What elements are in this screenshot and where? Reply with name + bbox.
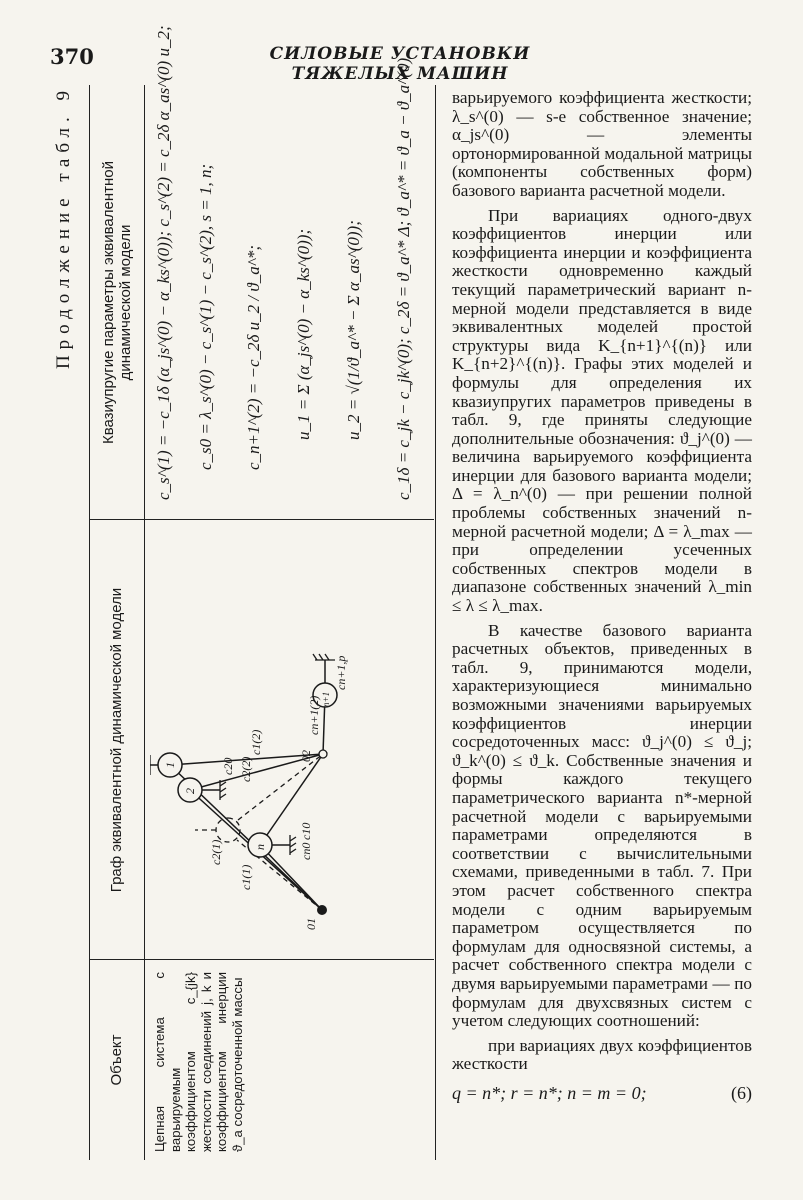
paragraph: варьируемого коэффициента жесткости; λ_s^(0) — s-е собственное значение; α_js^(0) — элементы ортонормированной модальной матрицы (компоненты собственных форм) базового варианта расчетной модели. bbox=[452, 88, 752, 200]
equation-6 bbox=[452, 1084, 752, 1103]
label-cn1p: cn+1,p bbox=[334, 655, 348, 690]
label-c20: c20 bbox=[221, 757, 235, 775]
label-node-2: 2 bbox=[183, 788, 197, 794]
dashed-node bbox=[216, 818, 240, 842]
paragraph: при вариациях двух коэффициентов жесткости bbox=[452, 1035, 752, 1074]
table-caption: Продолжение табл. 9 bbox=[53, 85, 74, 370]
node-02 bbox=[319, 750, 327, 758]
column-header-graph: Граф эквивалентной динамической модели bbox=[108, 587, 125, 893]
label-cn0: cn0 bbox=[299, 842, 313, 860]
node-01 bbox=[317, 905, 327, 915]
label-node-01: 01 bbox=[304, 918, 318, 930]
object-description: Цепная система с варьируемым коэффициентом c_{jk} жесткости соединений j, k и коэффициентом инерции ϑ_a сосредоточенной массы bbox=[152, 972, 245, 1152]
equation-body: q = n*; r = n*; n = m = 0; bbox=[452, 1082, 647, 1103]
equivalent-model-graph bbox=[150, 540, 430, 940]
page-number: 370 bbox=[50, 44, 94, 69]
edge-n-02 bbox=[260, 754, 323, 845]
label-c10: c10 bbox=[299, 822, 313, 840]
label-c2-1: c2(1) bbox=[209, 839, 223, 865]
running-title: СИЛОВЫЕ УСТАНОВКИ ТЯЖЕЛЫХ МАШИН bbox=[269, 44, 531, 84]
header-rule bbox=[144, 85, 145, 1160]
paragraph: При вариациях одного-двух коэффициентов инерции или коэффициента инерции и коэффициента жесткости одновременно каждый текущий параметрический вариант n-мерной модели представляется в виде эквивалентных моделей простой структуры вида K_{n+1}^{(n)} или K_{n+2}^{(n)}. Графы этих моделей и формулы для определения их квазиупругих параметров приведены в табл. 9, где приняты следующие дополнительные обозначения: ϑ_j^(0) — величина варьируемого коэффициента инерции для базового варианта модели; Δ = λ_n^(0) — при решении полной проблемы собственных значений n-мерной расчетной модели; Δ = λ_max — при определении усеченных собственных спектров модели в диапазоне собственных значений λ_min ≤ λ ≤ λ_max. bbox=[452, 205, 752, 616]
label-node-n: n bbox=[253, 844, 267, 850]
body-text-column bbox=[452, 89, 752, 1102]
column-header-parameters: Квазиупругие параметры эквивалентной динамической модели bbox=[99, 160, 134, 445]
label-node-1: 1 bbox=[163, 762, 177, 768]
formula-line: u_2 = √(1/ϑ_a^* − Σ α_as^(0)); bbox=[344, 220, 363, 440]
label-c2-2: c2(2) bbox=[239, 756, 253, 782]
paragraph: В качестве базового варианта расчетных объектов, приведенных в табл. 9, принимаются модели, характеризующиеся минимально возможными значениями варьируемых коэффициентов инерции сосредоточенных масс: ϑ_j^(0) ≤ ϑ_j; ϑ_k^(0) ≤ ϑ_k. Собственные значения и формы каждого текущего параметрического варианта n*-мерной расчетной модели с варьируемыми параметрами определяются в соответствии с вычислительными схемами, приведенными в табл. 7. При этом расчет собственного спектра модели с одним варьируемым параметром осуществляется по формулам для односвязной системы, а расчет собственного спектра модели с двумя варьируемыми параметрами — по формулам для двухсвязных систем с учетом следующих соотношений: bbox=[452, 620, 752, 1031]
formula-line: c_s0 = λ_s^(0) − c_s^(1) − c_s^(2), s = 1, n; bbox=[196, 163, 215, 470]
graph-svg bbox=[150, 540, 430, 940]
formula-line: c_1δ = c_jk − c_jk^(0); c_2δ = ϑ_a^* Δ; ϑ_a^* = ϑ_a − ϑ_a^(0) bbox=[394, 57, 413, 500]
label-c1-1: c1(1) bbox=[239, 864, 253, 890]
formula-line: u_1 = Σ (α_js^(0) − α_ks^(0)); bbox=[294, 228, 313, 440]
label-node-02: 02 bbox=[299, 750, 313, 762]
formula-line: c_s^(1) = −c_1δ (α_js^(0) − α_ks^(0)); c_s^(2) = c_2δ α_as^(0) u_2; bbox=[154, 25, 173, 500]
label-c1-2: c1(2) bbox=[249, 729, 263, 755]
column-header-object: Объект bbox=[108, 1034, 125, 1086]
label-cn1-2: cn+1(2) bbox=[307, 695, 321, 735]
label-node-n1: n+1 bbox=[321, 691, 331, 707]
formula-line: c_n+1^(2) = −c_2δ u_2 / ϑ_a^*; bbox=[244, 244, 263, 470]
equation-number: (6) bbox=[731, 1082, 752, 1103]
